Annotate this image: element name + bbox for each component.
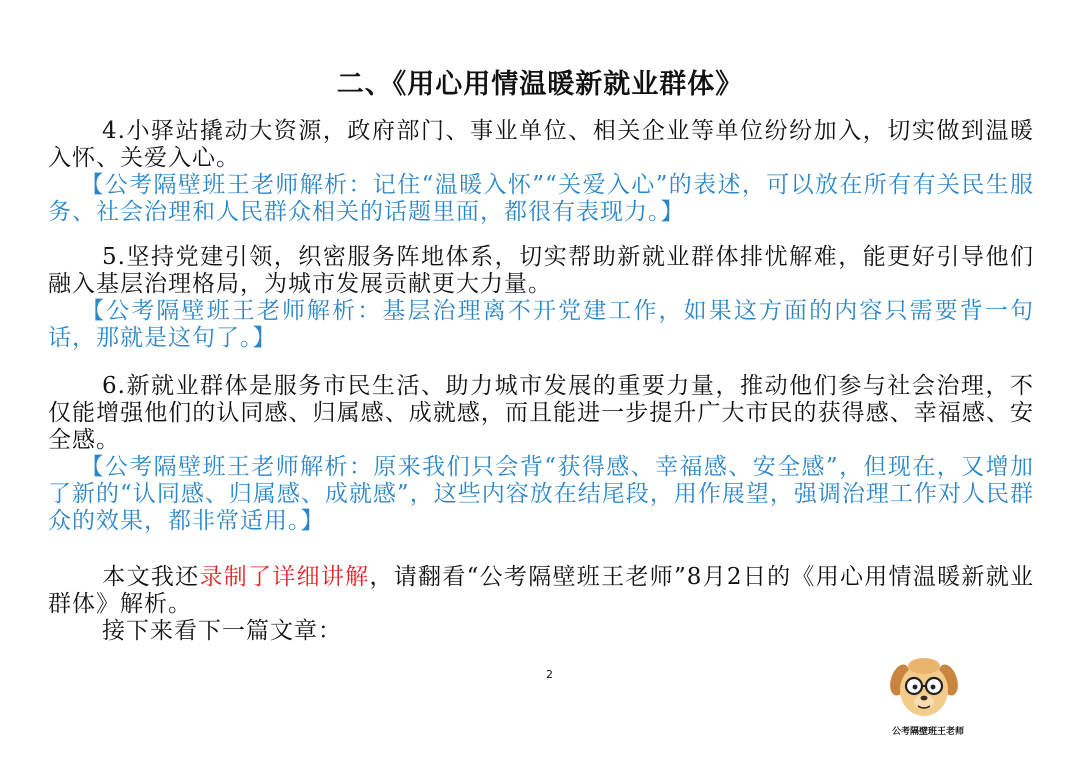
closing-after: ，请翻看“公考隔壁班王老师”8月2日的《用心用情温暖新就业群体》解析。 (48, 564, 1034, 617)
item-6-body: 6.新就业群体是服务市民生活、助力城市发展的重要力量，推动他们参与社会治理，不仅能增强他们的认同感、归属感、成就感，而且能进一步提升广大市民的获得感、幸福感、安全感。 (48, 373, 1034, 453)
logo-caption: 公考隔壁班王老师 (891, 727, 964, 737)
item-6-text (48, 373, 1034, 454)
recording-highlight: 录制了详细讲解 (199, 564, 370, 590)
item-5-body: 5.坚持党建引领，织密服务阵地体系，切实帮助新就业群体排忧解难，能更好引导他们融入基层治理格局，为城市发展贡献更大力量。 (48, 244, 1034, 297)
item-4-note-text: 【公考隔壁班王老师解析：记住“温暖入怀”“关爱入心”的表述，可以放在所有有关民生服务、社会治理和人民群众相关的话题里面，都很有表现力。】 (48, 172, 1034, 225)
item-4-note (48, 172, 1034, 226)
page-title: 二、《用心用情温暖新就业群体》 (336, 69, 744, 100)
closing-before: 本文我还 (102, 564, 200, 590)
page-number: 2 (546, 668, 553, 681)
item-4-text (48, 118, 1034, 172)
item-5-note-text: 【公考隔壁班王老师解析：基层治理离不开党建工作，如果这方面的内容只需要背一句话，那就是这句了。】 (48, 298, 1034, 351)
next-article-line (48, 618, 1034, 645)
item-5-text (48, 244, 1034, 298)
next-article-text: 接下来看下一篇文章： (102, 618, 342, 644)
closing-paragraph (48, 564, 1034, 618)
item-5-note (48, 298, 1034, 352)
item-6-note-text: 【公考隔壁班王老师解析：原来我们只会背“获得感、幸福感、安全感”，但现在，又增加了新的“认同感、归属感、成就感”，这些内容放在结尾段，用作展望，强调治理工作对人民群众的效果，都非常适用。】 (48, 454, 1034, 534)
dog-mascot-logo (888, 652, 960, 722)
item-6-note (48, 454, 1034, 535)
item-4-body: 4.小驿站撬动大资源，政府部门、事业单位、相关企业等单位纷纷加入，切实做到温暖入怀、关爱入心。 (48, 118, 1034, 171)
